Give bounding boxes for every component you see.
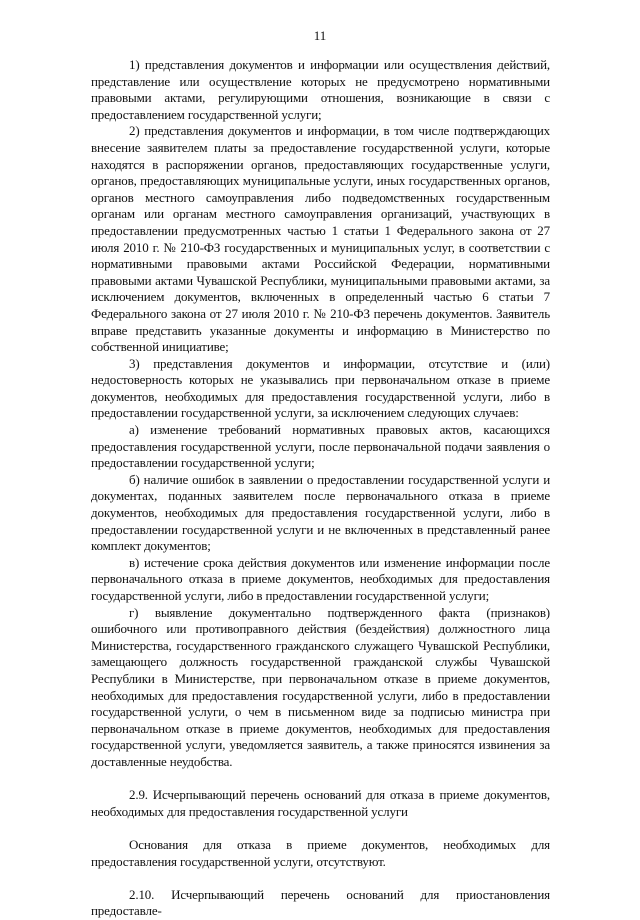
- paragraph-subitem-a: а) изменение требований нормативных правовых актов, касающихся предоставления государственной услуги, после первоначальной подачи заявления о предоставлении государственной услуги;: [91, 422, 550, 471]
- paragraph-item-2: 2) представления документов и информации, в том числе подтверждающих внесение заявителем платы за предоставление государственной услуги, которые находятся в распоряжении органов, предоставляющих государственные услуги, органов, предоставляющих муниципальные услуги, иных государственных органов, органов местного самоуправления либо подведомственных государственным органам или органам местного самоуправления организаций, участвующих в предоставлении предусмотренных частью 1 статьи 1 Федерального закона от 27 июля 2010 г. № 210-ФЗ государственных и муниципальных услуг, в соответствии с нормативными правовыми актами Российской Федерации, нормативными правовыми актами Чувашской Республики, муниципальными правовыми актами, за исключением документов, включенных в определенный частью 6 статьи 7 Федерального закона от 27 июля 2010 г. № 210-ФЗ перечень документов. Заявитель вправе представить указанные документы и информацию в Министерство по собственной инициативе;: [91, 123, 550, 355]
- section-heading-2-9: 2.9. Исчерпывающий перечень оснований для отказа в приеме документов, необходимых для предоставления государственной услуги: [91, 787, 550, 819]
- paragraph-item-3: 3) представления документов и информации, отсутствие и (или) недостоверность которых не указывались при первоначальном отказе в приеме документов, необходимых для предоставления государственной услуги, либо в предоставлении государственной услуги, за исключением следующих случаев:: [91, 355, 550, 421]
- section-heading-2-10: 2.10. Исчерпывающий перечень оснований для приостановления предоставле-: [91, 886, 550, 919]
- paragraph-item-1: 1) представления документов и информации или осуществления действий, представление или осуществление которых не предусмотрено нормативными правовыми актами, регулирующими отношения, возникающие в связи с предоставлением государственной услуги;: [91, 57, 550, 122]
- paragraph-subitem-v: в) истечение срока действия документов или изменение информации после первоначального отказа в приеме документов, необходимых для предоставления государственной услуги, либо в предоставлении государственной услуги;: [91, 554, 550, 603]
- paragraph-refusal-grounds: Основания для отказа в приеме документов, необходимых для предоставления государственной услуги, отсутствуют.: [91, 836, 550, 869]
- page-number: 11: [313, 28, 327, 43]
- paragraph-subitem-g: г) выявление документально подтвержденного факта (признаков) ошибочного или противоправного действия (бездействия) должностного лица Министерства, государственного гражданского служащего Чувашской Республики, замещающего должность государственной гражданской службы Чувашской Республики в Министерстве, при первоначальном отказе в приеме документов, необходимых для предоставления государственной услуги, либо в предоставлении государственной услуги, о чем в письменном виде за подписью министра при первоначальном отказе в приеме документов, необходимых для предоставления государственной услуги, уведомляется заявитель, а также приносятся извинения за доставленные неудобства.: [91, 604, 550, 769]
- paragraph-subitem-b: б) наличие ошибок в заявлении о предоставлении государственной услуги и документах, поданных заявителем после первоначального отказа в приеме документов, необходимых для предоставления государственной услуги, либо в предоставлении государственной услуги и не включенных в представленный ранее комплект документов;: [91, 471, 550, 554]
- document-body: [91, 57, 550, 920]
